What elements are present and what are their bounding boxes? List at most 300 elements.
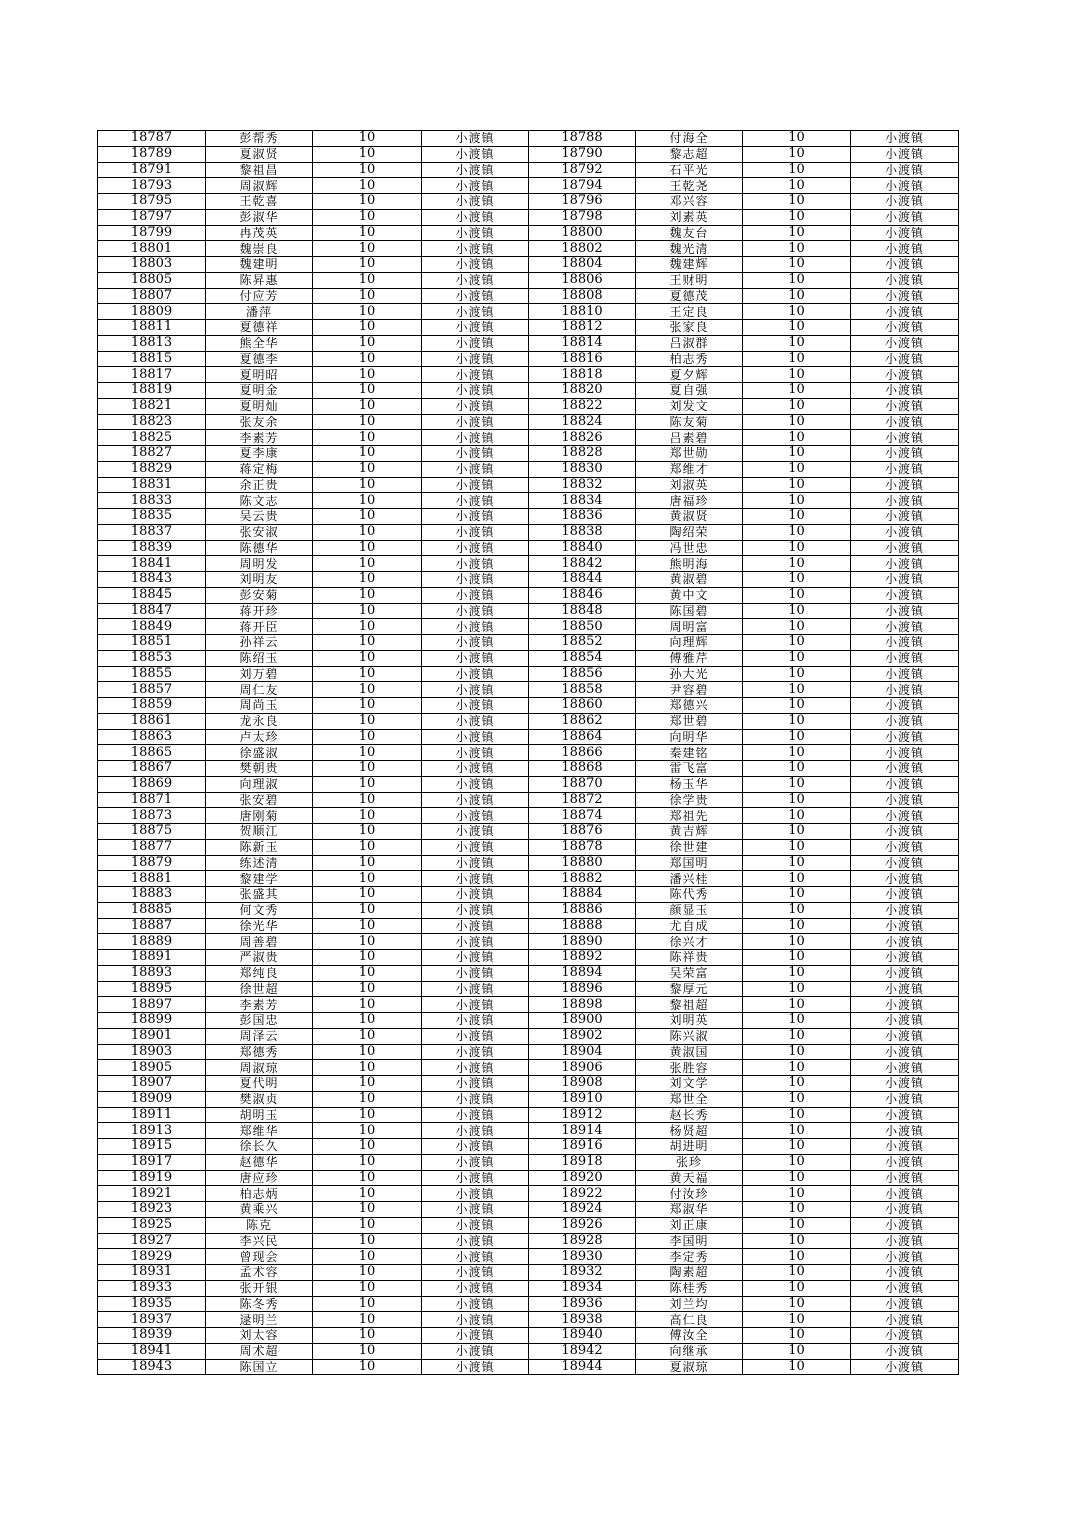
amount-cell: 10	[313, 981, 422, 997]
table-row	[98, 509, 959, 525]
person-name-cell: 陈新玉	[206, 839, 313, 855]
table-row	[98, 950, 959, 966]
person-name-cell: 郑淑华	[636, 1202, 743, 1218]
amount-cell: 10	[743, 367, 851, 383]
table-row	[98, 587, 959, 603]
town-cell: 小渡镇	[422, 918, 529, 934]
person-name-cell: 陈桂秀	[636, 1280, 743, 1296]
person-name-cell: 陈文志	[206, 493, 313, 509]
amount-cell: 10	[313, 272, 422, 288]
person-name-cell: 杨玉华	[636, 776, 743, 792]
town-cell: 小渡镇	[851, 225, 959, 241]
town-cell: 小渡镇	[851, 1343, 959, 1359]
person-name-cell: 张安淑	[206, 524, 313, 540]
record-number-cell: 18916	[529, 1139, 636, 1155]
record-number-cell: 18877	[98, 839, 206, 855]
amount-cell: 10	[743, 1217, 851, 1233]
amount-cell: 10	[313, 1312, 422, 1328]
person-name-cell: 彭安菊	[206, 587, 313, 603]
person-name-cell: 郑世勋	[636, 446, 743, 462]
person-name-cell: 刘明友	[206, 572, 313, 588]
record-number-cell: 18864	[529, 729, 636, 745]
record-number-cell: 18888	[529, 918, 636, 934]
record-number-cell: 18879	[98, 855, 206, 871]
amount-cell: 10	[743, 1013, 851, 1029]
person-name-cell: 黄吉辉	[636, 824, 743, 840]
person-name-cell: 周明发	[206, 556, 313, 572]
record-number-cell: 18856	[529, 666, 636, 682]
person-name-cell: 黄中文	[636, 587, 743, 603]
amount-cell: 10	[313, 288, 422, 304]
table-row	[98, 461, 959, 477]
record-number-cell: 18852	[529, 635, 636, 651]
amount-cell: 10	[313, 509, 422, 525]
amount-cell: 10	[313, 461, 422, 477]
person-name-cell: 吕素碧	[636, 430, 743, 446]
table-row	[98, 194, 959, 210]
amount-cell: 10	[313, 178, 422, 194]
amount-cell: 10	[743, 194, 851, 210]
person-name-cell: 贺顺江	[206, 824, 313, 840]
record-number-cell: 18818	[529, 367, 636, 383]
record-number-cell: 18933	[98, 1280, 206, 1296]
person-name-cell: 潘兴桂	[636, 871, 743, 887]
amount-cell: 10	[743, 965, 851, 981]
record-number-cell: 18942	[529, 1343, 636, 1359]
amount-cell: 10	[743, 650, 851, 666]
table-body	[98, 131, 959, 1375]
record-number-cell: 18924	[529, 1202, 636, 1218]
table-row	[98, 257, 959, 273]
amount-cell: 10	[313, 619, 422, 635]
person-name-cell: 刘文学	[636, 1076, 743, 1092]
record-number-cell: 18846	[529, 587, 636, 603]
town-cell: 小渡镇	[422, 383, 529, 399]
person-name-cell: 张盛其	[206, 887, 313, 903]
town-cell: 小渡镇	[422, 603, 529, 619]
amount-cell: 10	[743, 713, 851, 729]
amount-cell: 10	[313, 367, 422, 383]
table-row	[98, 430, 959, 446]
person-name-cell: 陈绍玉	[206, 650, 313, 666]
town-cell: 小渡镇	[851, 272, 959, 288]
person-name-cell: 刘发文	[636, 398, 743, 414]
table-row	[98, 1091, 959, 1107]
record-number-cell: 18875	[98, 824, 206, 840]
amount-cell: 10	[743, 430, 851, 446]
table-row	[98, 398, 959, 414]
record-number-cell: 18838	[529, 524, 636, 540]
amount-cell: 10	[313, 351, 422, 367]
town-cell: 小渡镇	[422, 1076, 529, 1092]
person-name-cell: 张胜容	[636, 1060, 743, 1076]
town-cell: 小渡镇	[851, 997, 959, 1013]
person-name-cell: 刘淑英	[636, 477, 743, 493]
amount-cell: 10	[313, 241, 422, 257]
record-number-cell: 18792	[529, 162, 636, 178]
table-row	[98, 839, 959, 855]
person-name-cell: 陈冬秀	[206, 1296, 313, 1312]
amount-cell: 10	[743, 1123, 851, 1139]
person-name-cell: 向理辉	[636, 635, 743, 651]
table-row	[98, 902, 959, 918]
person-name-cell: 夏德茂	[636, 288, 743, 304]
record-number-cell: 18901	[98, 1028, 206, 1044]
amount-cell: 10	[313, 1186, 422, 1202]
record-number-cell: 18811	[98, 320, 206, 336]
record-number-cell: 18804	[529, 257, 636, 273]
person-name-cell: 黎祖昌	[206, 162, 313, 178]
town-cell: 小渡镇	[851, 1123, 959, 1139]
record-number-cell: 18817	[98, 367, 206, 383]
amount-cell: 10	[313, 1359, 422, 1375]
person-name-cell: 严淑贵	[206, 950, 313, 966]
amount-cell: 10	[743, 839, 851, 855]
person-name-cell: 龙永良	[206, 713, 313, 729]
town-cell: 小渡镇	[422, 272, 529, 288]
amount-cell: 10	[313, 146, 422, 162]
town-cell: 小渡镇	[422, 839, 529, 855]
person-name-cell: 陈代秀	[636, 887, 743, 903]
person-name-cell: 郑维华	[206, 1123, 313, 1139]
amount-cell: 10	[313, 1091, 422, 1107]
record-number-cell: 18905	[98, 1060, 206, 1076]
person-name-cell: 魏建明	[206, 257, 313, 273]
town-cell: 小渡镇	[851, 729, 959, 745]
amount-cell: 10	[743, 509, 851, 525]
record-number-cell: 18872	[529, 792, 636, 808]
table-row	[98, 272, 959, 288]
record-number-cell: 18855	[98, 666, 206, 682]
record-number-cell: 18847	[98, 603, 206, 619]
table-row	[98, 1076, 959, 1092]
person-name-cell: 黄淑贤	[636, 509, 743, 525]
town-cell: 小渡镇	[422, 225, 529, 241]
record-number-cell: 18868	[529, 761, 636, 777]
town-cell: 小渡镇	[851, 587, 959, 603]
amount-cell: 10	[743, 1296, 851, 1312]
town-cell: 小渡镇	[851, 493, 959, 509]
table-row	[98, 493, 959, 509]
person-name-cell: 周明富	[636, 619, 743, 635]
person-name-cell: 黄天福	[636, 1170, 743, 1186]
person-name-cell: 石平光	[636, 162, 743, 178]
person-name-cell: 周术超	[206, 1343, 313, 1359]
amount-cell: 10	[743, 493, 851, 509]
town-cell: 小渡镇	[422, 1154, 529, 1170]
amount-cell: 10	[313, 650, 422, 666]
town-cell: 小渡镇	[851, 1249, 959, 1265]
amount-cell: 10	[313, 871, 422, 887]
record-number-cell: 18878	[529, 839, 636, 855]
person-name-cell: 王定良	[636, 304, 743, 320]
person-name-cell: 熊全华	[206, 335, 313, 351]
person-name-cell: 胡进明	[636, 1139, 743, 1155]
town-cell: 小渡镇	[422, 792, 529, 808]
town-cell: 小渡镇	[851, 981, 959, 997]
table-row	[98, 997, 959, 1013]
town-cell: 小渡镇	[851, 1280, 959, 1296]
table-row	[98, 320, 959, 336]
table-row	[98, 477, 959, 493]
record-number-cell: 18831	[98, 477, 206, 493]
record-number-cell: 18873	[98, 808, 206, 824]
amount-cell: 10	[743, 1186, 851, 1202]
table-row	[98, 745, 959, 761]
person-name-cell: 刘万碧	[206, 666, 313, 682]
record-number-cell: 18940	[529, 1328, 636, 1344]
amount-cell: 10	[313, 1107, 422, 1123]
amount-cell: 10	[743, 446, 851, 462]
person-name-cell: 郑德秀	[206, 1044, 313, 1060]
table-row	[98, 1328, 959, 1344]
record-number-cell: 18932	[529, 1265, 636, 1281]
amount-cell: 10	[313, 1343, 422, 1359]
town-cell: 小渡镇	[851, 556, 959, 572]
person-name-cell: 周善碧	[206, 934, 313, 950]
town-cell: 小渡镇	[851, 194, 959, 210]
town-cell: 小渡镇	[422, 824, 529, 840]
record-number-cell: 18821	[98, 398, 206, 414]
town-cell: 小渡镇	[422, 635, 529, 651]
person-name-cell: 黎祖超	[636, 997, 743, 1013]
town-cell: 小渡镇	[851, 178, 959, 194]
amount-cell: 10	[313, 682, 422, 698]
amount-cell: 10	[743, 162, 851, 178]
town-cell: 小渡镇	[851, 839, 959, 855]
town-cell: 小渡镇	[851, 572, 959, 588]
record-number-cell: 18814	[529, 335, 636, 351]
amount-cell: 10	[313, 1249, 422, 1265]
town-cell: 小渡镇	[851, 887, 959, 903]
amount-cell: 10	[743, 383, 851, 399]
person-name-cell: 夏代明	[206, 1076, 313, 1092]
table-row	[98, 1186, 959, 1202]
town-cell: 小渡镇	[851, 461, 959, 477]
person-name-cell: 何文秀	[206, 902, 313, 918]
amount-cell: 10	[313, 225, 422, 241]
record-number-cell: 18941	[98, 1343, 206, 1359]
town-cell: 小渡镇	[422, 698, 529, 714]
table-row	[98, 1233, 959, 1249]
person-name-cell: 张珍	[636, 1154, 743, 1170]
amount-cell: 10	[743, 335, 851, 351]
table-row	[98, 650, 959, 666]
table-row	[98, 540, 959, 556]
amount-cell: 10	[313, 965, 422, 981]
record-number-cell: 18919	[98, 1170, 206, 1186]
town-cell: 小渡镇	[851, 650, 959, 666]
amount-cell: 10	[313, 1233, 422, 1249]
table-row	[98, 556, 959, 572]
amount-cell: 10	[743, 792, 851, 808]
town-cell: 小渡镇	[851, 131, 959, 147]
town-cell: 小渡镇	[851, 619, 959, 635]
person-name-cell: 张家良	[636, 320, 743, 336]
table-row	[98, 1280, 959, 1296]
amount-cell: 10	[743, 1107, 851, 1123]
person-name-cell: 邓兴容	[636, 194, 743, 210]
record-number-cell: 18902	[529, 1028, 636, 1044]
town-cell: 小渡镇	[851, 209, 959, 225]
amount-cell: 10	[313, 1170, 422, 1186]
record-number-cell: 18898	[529, 997, 636, 1013]
table-row	[98, 934, 959, 950]
record-number-cell: 18937	[98, 1312, 206, 1328]
record-number-cell: 18899	[98, 1013, 206, 1029]
record-number-cell: 18861	[98, 713, 206, 729]
table-row	[98, 351, 959, 367]
amount-cell: 10	[313, 1296, 422, 1312]
amount-cell: 10	[313, 698, 422, 714]
record-number-cell: 18900	[529, 1013, 636, 1029]
record-number-cell: 18788	[529, 131, 636, 147]
person-name-cell: 刘明英	[636, 1013, 743, 1029]
record-number-cell: 18812	[529, 320, 636, 336]
record-number-cell: 18896	[529, 981, 636, 997]
amount-cell: 10	[743, 855, 851, 871]
person-name-cell: 张开银	[206, 1280, 313, 1296]
record-number-cell: 18936	[529, 1296, 636, 1312]
town-cell: 小渡镇	[422, 178, 529, 194]
amount-cell: 10	[313, 635, 422, 651]
person-name-cell: 余正贵	[206, 477, 313, 493]
amount-cell: 10	[743, 619, 851, 635]
town-cell: 小渡镇	[422, 540, 529, 556]
town-cell: 小渡镇	[422, 1359, 529, 1375]
record-number-cell: 18849	[98, 619, 206, 635]
person-name-cell: 潘萍	[206, 304, 313, 320]
town-cell: 小渡镇	[422, 304, 529, 320]
table-row	[98, 1265, 959, 1281]
person-name-cell: 李兴民	[206, 1233, 313, 1249]
town-cell: 小渡镇	[851, 320, 959, 336]
person-name-cell: 彭淑华	[206, 209, 313, 225]
town-cell: 小渡镇	[422, 1233, 529, 1249]
person-name-cell: 赵长秀	[636, 1107, 743, 1123]
amount-cell: 10	[313, 1265, 422, 1281]
person-name-cell: 付应芳	[206, 288, 313, 304]
table-row	[98, 871, 959, 887]
amount-cell: 10	[743, 241, 851, 257]
record-number-cell: 18842	[529, 556, 636, 572]
town-cell: 小渡镇	[422, 1044, 529, 1060]
amount-cell: 10	[743, 320, 851, 336]
table-row	[98, 1343, 959, 1359]
person-name-cell: 黄乘兴	[206, 1202, 313, 1218]
person-name-cell: 冉茂英	[206, 225, 313, 241]
table-row	[98, 1312, 959, 1328]
person-name-cell: 樊朝贵	[206, 761, 313, 777]
record-number-cell: 18883	[98, 887, 206, 903]
town-cell: 小渡镇	[422, 650, 529, 666]
person-name-cell: 夏自强	[636, 383, 743, 399]
person-name-cell: 陈友菊	[636, 414, 743, 430]
person-name-cell: 尹容碧	[636, 682, 743, 698]
record-number-cell: 18859	[98, 698, 206, 714]
amount-cell: 10	[743, 981, 851, 997]
person-name-cell: 郑祖先	[636, 808, 743, 824]
record-number-cell: 18925	[98, 1217, 206, 1233]
town-cell: 小渡镇	[851, 1217, 959, 1233]
amount-cell: 10	[313, 1044, 422, 1060]
person-name-cell: 郑维才	[636, 461, 743, 477]
record-number-cell: 18824	[529, 414, 636, 430]
record-number-cell: 18787	[98, 131, 206, 147]
table-row	[98, 713, 959, 729]
amount-cell: 10	[743, 477, 851, 493]
amount-cell: 10	[743, 950, 851, 966]
table-row	[98, 1154, 959, 1170]
record-number-cell: 18793	[98, 178, 206, 194]
amount-cell: 10	[743, 178, 851, 194]
table-row	[98, 131, 959, 147]
record-number-cell: 18833	[98, 493, 206, 509]
town-cell: 小渡镇	[422, 288, 529, 304]
amount-cell: 10	[313, 603, 422, 619]
record-number-cell: 18912	[529, 1107, 636, 1123]
record-number-cell: 18800	[529, 225, 636, 241]
person-name-cell: 黎厚元	[636, 981, 743, 997]
record-number-cell: 18907	[98, 1076, 206, 1092]
record-number-cell: 18914	[529, 1123, 636, 1139]
town-cell: 小渡镇	[851, 1328, 959, 1344]
record-number-cell: 18931	[98, 1265, 206, 1281]
amount-cell: 10	[313, 477, 422, 493]
amount-cell: 10	[743, 934, 851, 950]
record-number-cell: 18874	[529, 808, 636, 824]
amount-cell: 10	[743, 572, 851, 588]
table-row	[98, 367, 959, 383]
amount-cell: 10	[313, 556, 422, 572]
person-name-cell: 孙祥云	[206, 635, 313, 651]
town-cell: 小渡镇	[851, 934, 959, 950]
table-row	[98, 619, 959, 635]
town-cell: 小渡镇	[851, 698, 959, 714]
town-cell: 小渡镇	[422, 1123, 529, 1139]
person-name-cell: 夏淑贤	[206, 146, 313, 162]
town-cell: 小渡镇	[422, 587, 529, 603]
amount-cell: 10	[313, 997, 422, 1013]
amount-cell: 10	[743, 1044, 851, 1060]
town-cell: 小渡镇	[851, 241, 959, 257]
table-row	[98, 524, 959, 540]
town-cell: 小渡镇	[422, 162, 529, 178]
person-name-cell: 周尚玉	[206, 698, 313, 714]
table-row	[98, 288, 959, 304]
town-cell: 小渡镇	[851, 1265, 959, 1281]
record-number-cell: 18906	[529, 1060, 636, 1076]
table-row	[98, 1359, 959, 1375]
person-name-cell: 向继承	[636, 1343, 743, 1359]
record-number-cell: 18827	[98, 446, 206, 462]
record-number-cell: 18837	[98, 524, 206, 540]
record-number-cell: 18927	[98, 1233, 206, 1249]
town-cell: 小渡镇	[422, 666, 529, 682]
record-number-cell: 18830	[529, 461, 636, 477]
person-name-cell: 徐光华	[206, 918, 313, 934]
town-cell: 小渡镇	[422, 887, 529, 903]
town-cell: 小渡镇	[422, 241, 529, 257]
person-name-cell: 秦建铭	[636, 745, 743, 761]
town-cell: 小渡镇	[422, 950, 529, 966]
record-number-cell: 18881	[98, 871, 206, 887]
town-cell: 小渡镇	[422, 1280, 529, 1296]
person-name-cell: 唐应珍	[206, 1170, 313, 1186]
town-cell: 小渡镇	[422, 1343, 529, 1359]
table-row	[98, 572, 959, 588]
town-cell: 小渡镇	[851, 792, 959, 808]
